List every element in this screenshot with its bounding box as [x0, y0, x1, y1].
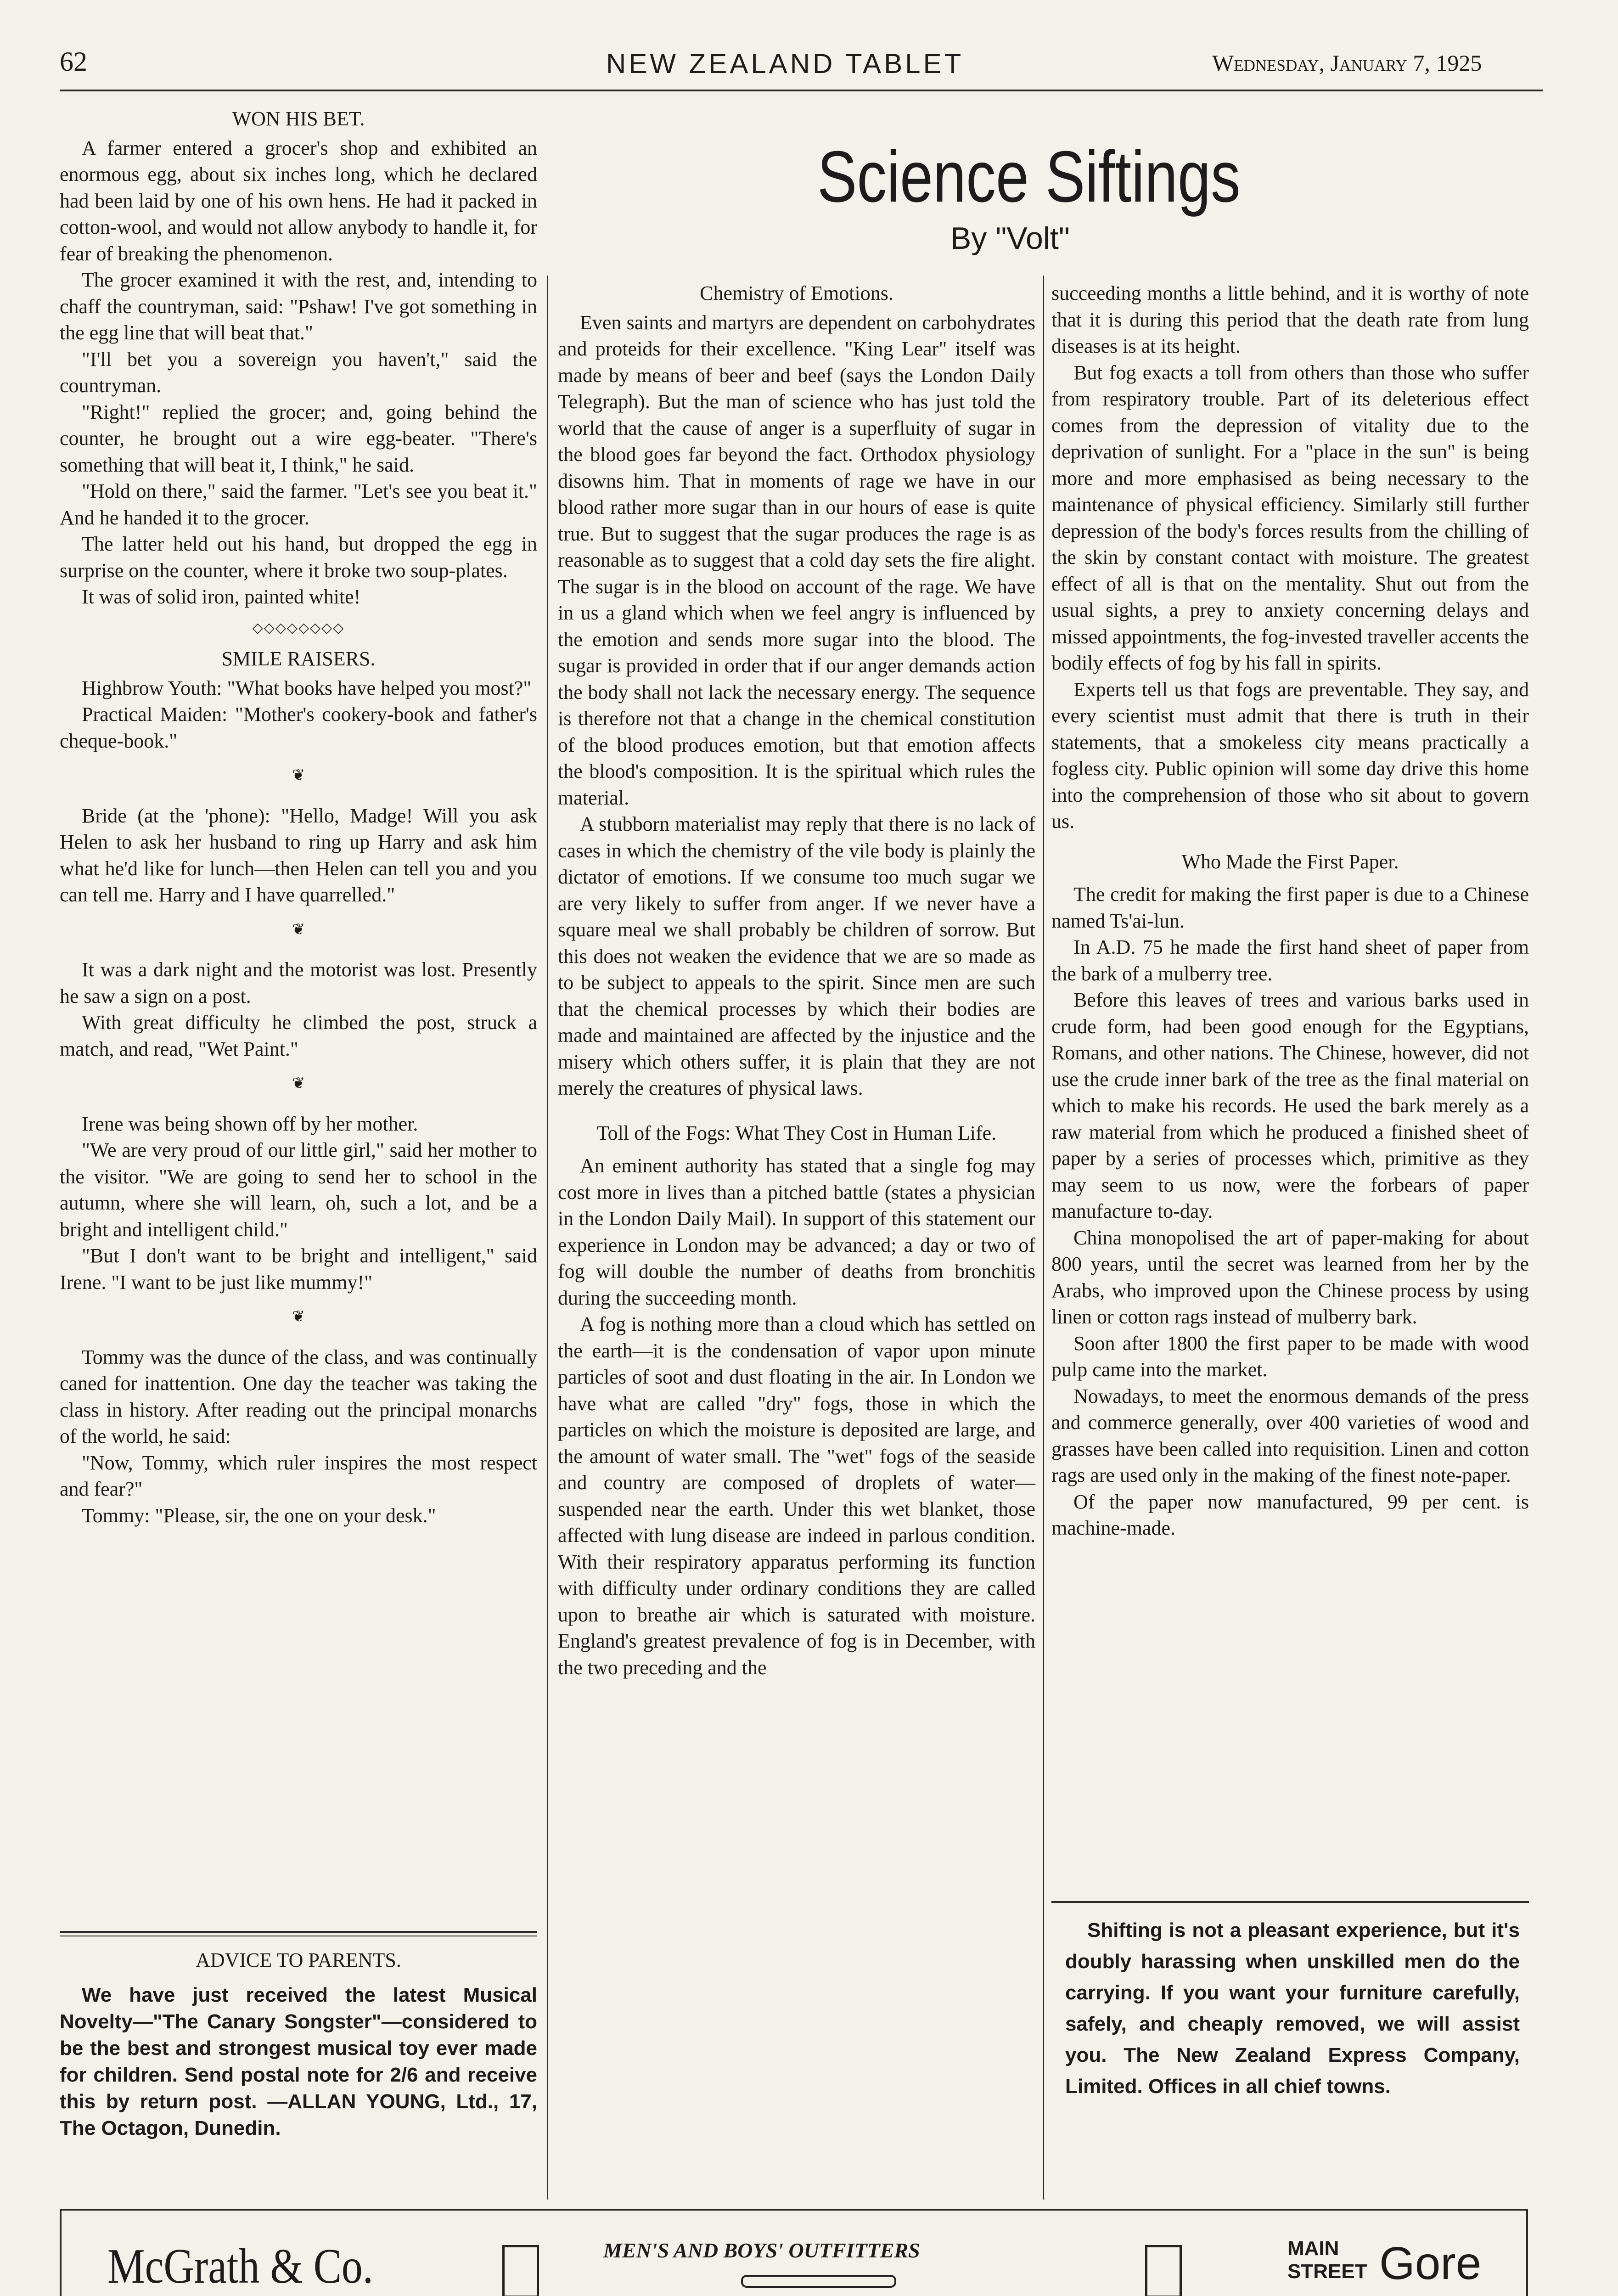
- mcgrath-town: Gore: [1379, 2238, 1482, 2289]
- paragraph: Tommy: "Please, sir, the one on your desk.": [82, 1504, 436, 1527]
- paragraph: It was of solid iron, painted white!: [82, 585, 361, 608]
- column-1: [60, 101, 537, 1529]
- ornament-box: [502, 2245, 539, 2296]
- smile-raisers-title: SMILE RAISERS.: [221, 647, 376, 670]
- diamond-ornament: ◇◇◇◇◇◇◇◇: [252, 620, 345, 636]
- chemistry-title: Chemistry of Emotions.: [700, 282, 893, 304]
- paragraph: Soon after 1800 the first paper to be made with wood pulp came into the market.: [1051, 1332, 1529, 1381]
- paragraph: An eminent authority has stated that a single fog may cost more in lives than a pitched battle (states a physician in the London Daily Mail). In support of this statement our experience in London may be advanced; a day or two of fog will double the number of deaths from bronchitis during the succeeding month.: [558, 1154, 1035, 1309]
- paragraph: The credit for making the first paper is due to a Chinese named Ts'ai-lun.: [1051, 883, 1529, 932]
- express-ad-text: Shifting is not a pleasant experience, but it's doubly harassing when unskilled men do the carrying. If you want your furniture carefully, safely, and cheaply removed, we will assist you. The New Zealand Express Company, Limited. Offices in all chief towns.: [1065, 1919, 1520, 2098]
- paper-title: Who Made the First Paper.: [1181, 850, 1399, 873]
- science-siftings-title: Science Siftings: [817, 136, 1241, 217]
- paragraph: Highbrow Youth: "What books have helped you most?": [82, 676, 532, 699]
- paragraph: Before this leaves of trees and various barks used in crude form, had been good enough for the Egyptians, Romans, and other nations. The Chinese, however, did not use the crude inner bark of the tree as the final material on which to make his records. He used the bark merely as a raw material from which he produced a finished sheet of paper by a series of processes which, primitive as they may seem to us now, were the forbears of paper manufacture to-day.: [1051, 989, 1529, 1222]
- advice-title: ADVICE TO PARENTS.: [196, 1949, 401, 1971]
- separator-ornament: ❦: [292, 767, 305, 784]
- paragraph: succeeding months a little behind, and it is worthy of note that it is during this period that the death rate from lung diseases is at its height.: [1051, 282, 1529, 357]
- page-number: 62: [60, 46, 87, 77]
- paragraph: Of the paper now manufactured, 99 per cent. is machine-made.: [1051, 1490, 1529, 1539]
- express-ad-rule: [1051, 1901, 1529, 1903]
- header-rule: [60, 90, 1543, 91]
- paragraph: But fog exacts a toll from others than those who suffer from respiratory trouble. Part of its deleterious effect comes from the depression of vitality due to the deprivation of sunlight. For a "place in the sun" is being more and more emphasised as being necessary to the maintenance of physical efficiency. Similarly still further depression of the body's forces results from the chilling of the skin by constant contact with moisture. The greatest effect of all is that on the mentality. Shut out from the usual sights, a prey to anxiety concerning delays and missed appointments, the fog-invested traveller accents the bodily effects of fog by his fall in spirits.: [1051, 361, 1529, 674]
- paragraph: Nowadays, to meet the enormous demands of the press and commerce generally, over 400 varieties of wood and grasses have been called into requisition. Linen and cotton rags are used only in the making of the finest note-paper.: [1051, 1384, 1529, 1486]
- separator-ornament: ❦: [292, 1075, 305, 1092]
- paragraph: Bride (at the 'phone): "Hello, Madge! Will you ask Helen to ask her husband to ring up Harry and ask him what he'd like for lunch—then Helen can tell you and you can tell me. Harry and I have quarrelled.": [60, 804, 537, 906]
- paragraph: Even saints and martyrs are dependent on carbohydrates and proteids for their excellence. "King Lear" itself was made by means of beer and beef (says the London Daily Telegraph). But the man of science who has just told the world that the cause of anger is a superfluity of sugar in the blood goes far beyond the fact. Orthodox physiology disowns him. That in moments of rage we have in our blood rather more sugar than in our hours of ease is quite true. But to suggest that the sugar produces the rage is as reasonable as to suggest that a cold day sets the fire alight. The sugar is in the blood on account of the rage. We have in us a gland which when we feel angry is influenced by the emotion and sends more sugar into the blood. The sugar is provided in order that if our anger demands action the body shall not lack the necessary energy. The sequence is therefore not that a change in the chemical constitution of the blood produces emotion, but that emotion affects the blood's composition. It is the spiritual which rules the material.: [558, 311, 1035, 809]
- ornament-box: [1145, 2245, 1182, 2296]
- scroll-ornament: [741, 2275, 896, 2288]
- separator-ornament: ❦: [292, 1308, 305, 1325]
- paragraph: With great difficulty he climbed the post, struck a match, and read, "Wet Paint.": [60, 1011, 537, 1060]
- advice-top-rule: [60, 1931, 537, 1933]
- paragraph: A fog is nothing more than a cloud which has settled on the earth—it is the condensation of vapor upon minute particles of soot and dust floating in the air. In London we have what are called "dry" fogs, those in which the particles on which the moisture is deposited are large, and the amount of water small. The "wet" fogs of the seaside and country are composed of droplets of water—suspended near the earth. Under this wet blanket, those affected with lung disease are indeed in parlous condition. With their respiratory apparatus performing its function with difficulty under ordinary conditions they are called upon to breathe air which is saturated with moisture. England's greatest prevalence of fog is in December, with the two preceding and the: [558, 1313, 1035, 1679]
- paragraph: China monopolised the art of paper-making for about 800 years, until the secret was learned from her by the Arabs, who improved upon the Chinese process by using linen or cotton rags instead of mulberry bark.: [1051, 1226, 1529, 1328]
- column-2: [558, 276, 1035, 1681]
- mcgrath-tagline: MEN'S AND BOYS' OUTFITTERS: [603, 2239, 920, 2262]
- paragraph: Practical Maiden: "Mother's cookery-book and father's cheque-book.": [60, 703, 537, 752]
- masthead: NEW ZEALAND TABLET: [606, 48, 964, 79]
- advice-text: We have just received the latest Musical Novelty—"The Canary Songster"—considered to be the best and strongest musical toy ever made for children. Send postal note for 2/6 and receive this by return post. —ALLAN YOUNG, Ltd., 17, The Octagon, Dunedin.: [60, 1984, 537, 2139]
- column-3: [1051, 280, 1529, 1542]
- paragraph: Experts tell us that fogs are preventable. They say, and every scientist must admit that there is truth in their statements, that a smokeless city means practically a fogless city. Public opinion will some day drive this home into the comprehension of those who sit about to govern us.: [1051, 678, 1529, 833]
- paragraph: "I'll bet you a sovereign you haven't," said the countryman.: [60, 348, 537, 397]
- paragraph: In A.D. 75 he made the first hand sheet of paper from the bark of a mulberry tree.: [1051, 936, 1529, 985]
- won-his-bet-title: WON HIS BET.: [232, 107, 365, 130]
- science-byline: By "Volt": [950, 221, 1070, 256]
- paragraph: A farmer entered a grocer's shop and exhibited an enormous egg, about six inches long, which he declared had been laid by one of his own hens. He had it packed in cotton-wool, and would not allow anybody to handle it, for fear of breaking the phenomenon.: [60, 136, 537, 265]
- paragraph: The grocer examined it with the rest, and, intending to chaff the countryman, said: "Pshaw! I've got something in the egg line that will beat that.": [60, 269, 537, 344]
- paragraph: Tommy was the dunce of the class, and was continually caned for inattention. One day the teacher was taking the class in history. After reading out the principal monarchs of the world, he said:: [60, 1345, 537, 1447]
- column-rule: [1043, 276, 1044, 2200]
- column-rule: [547, 276, 548, 2200]
- paragraph: A stubborn materialist may reply that there is no lack of cases in which the chemistry of the vile body is plainly the dictator of emotions. If we consume too much sugar we are very likely to suffer from anger. If we never have a square meal we shall probably be children of sorrow. But this does not weaken the evidence that we are so made as to be subject to appeals to the spirit. Since men are such that the chemical processes by which their bodies are made and maintained are affected by the injustice and the misery which others suffer, it is plain that they are not merely the creatures of physical laws.: [558, 813, 1035, 1099]
- fogs-title: Toll of the Fogs: What They Cost in Human Life.: [596, 1121, 997, 1144]
- paragraph: "Hold on there," said the farmer. "Let's see you beat it." And he handed it to the grocer.: [60, 480, 537, 529]
- paragraph: Irene was being shown off by her mother.: [82, 1112, 418, 1135]
- paragraph: "We are very proud of our little girl," said her mother to the visitor. "We are going to send her to school in the autumn, where she will learn, oh, such a lot, and be a bright and intelligent child.": [60, 1139, 537, 1241]
- mcgrath-street: MAIN STREET: [1287, 2237, 1367, 2283]
- paragraph: "But I don't want to be bright and intelligent," said Irene. "I want to be just like mummy!": [60, 1244, 537, 1294]
- paragraph: The latter held out his hand, but dropped the egg in surprise on the counter, where it broke two soup-plates.: [60, 533, 537, 582]
- paragraph: It was a dark night and the motorist was lost. Presently he saw a sign on a post.: [60, 958, 537, 1007]
- paragraph: "Now, Tommy, which ruler inspires the most respect and fear?": [60, 1451, 537, 1500]
- issue-date: Wednesday, January 7, 1925: [1212, 50, 1482, 76]
- mcgrath-ad: [60, 2209, 1528, 2296]
- mcgrath-name: McGrath & Co.: [107, 2239, 373, 2294]
- express-ad: [1065, 1915, 1520, 2102]
- separator-ornament: ❦: [292, 921, 305, 938]
- paragraph: "Right!" replied the grocer; and, going behind the counter, he brought out a wire egg-beater. "There's something that will beat it, I think," he said.: [60, 400, 537, 476]
- advice-to-parents: [60, 1947, 537, 2142]
